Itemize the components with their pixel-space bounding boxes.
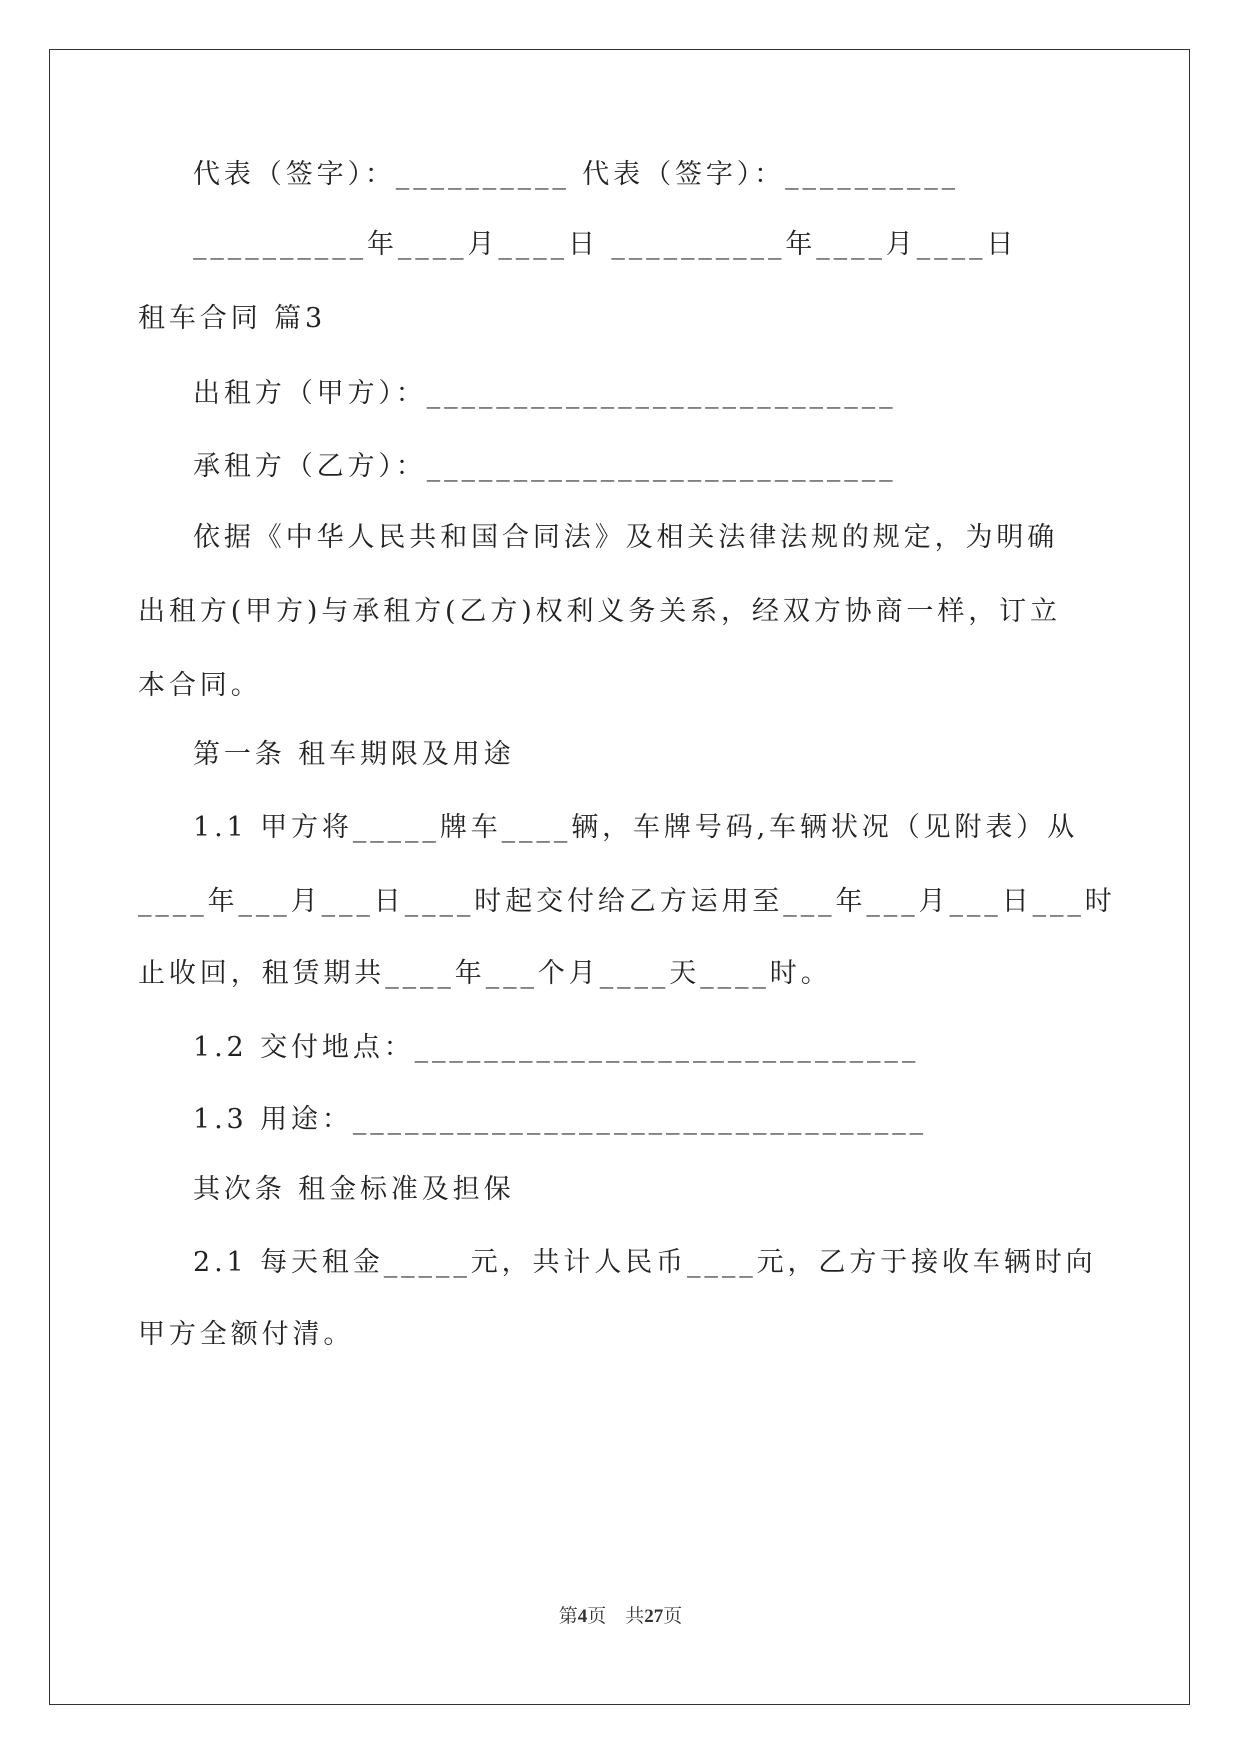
total-page-count: 27 (644, 1606, 664, 1627)
page-footer (0, 1601, 1241, 1628)
footer-total-suffix: 页 (663, 1606, 683, 1627)
clause-line: 2.1 每天租金_____元，共计人民币____元，乙方于接收车辆时向 (193, 1247, 1097, 1278)
footer-page-suffix: 页 (587, 1606, 607, 1627)
paragraph-line: 出租方(甲方)与承租方(乙方)权利义务关系，经双方协商一样，订立 (138, 596, 1061, 627)
lessee-field: 承租方（乙方）：___________________________ (193, 451, 897, 482)
footer-total-prefix: 共 (625, 1606, 645, 1627)
paragraph-line: 依据《中华人民共和国合同法》及相关法律法规的规定，为明确 (193, 522, 1059, 553)
section-title: 租车合同 篇3 (138, 303, 327, 334)
current-page-number: 4 (577, 1606, 588, 1627)
signature-line: 代表（签字）：__________ 代表（签字）：__________ (193, 159, 960, 190)
article-heading: 其次条 租金标准及担保 (193, 1174, 515, 1205)
purpose-field: 1.3 用途：_________________________________ (193, 1104, 928, 1135)
clause-line: 甲方全额付清。 (138, 1319, 355, 1350)
clause-line: 1.1 甲方将_____牌车____辆，车牌号码,车辆状况（见附表）从 (193, 812, 1079, 843)
footer-prefix: 第 (558, 1606, 578, 1627)
paragraph-line: 本合同。 (138, 670, 262, 701)
clause-line: 止收回，租赁期共____年___个月____天____时。 (138, 958, 832, 989)
lessor-field: 出租方（甲方）：___________________________ (193, 378, 897, 409)
page-border (49, 49, 1190, 1705)
article-heading: 第一条 租车期限及用途 (193, 739, 515, 770)
clause-line: ____年___月___日____时起交付给乙方运用至___年___月___日___时 (138, 886, 1116, 917)
delivery-location-field: 1.2 交付地点：_____________________________ (193, 1032, 920, 1063)
date-line: __________年____月____日 __________年____月____日 (193, 229, 1018, 260)
